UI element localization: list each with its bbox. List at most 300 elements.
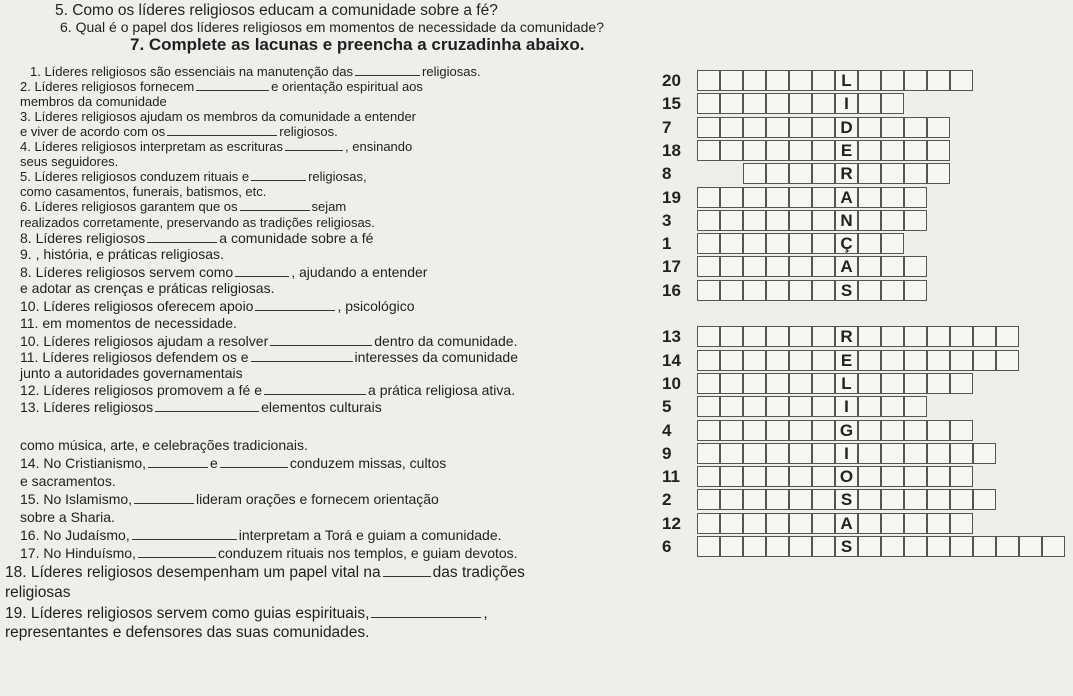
crossword-cell[interactable] bbox=[720, 489, 743, 510]
line-text: 11. em momentos de necessidade. bbox=[20, 315, 237, 331]
crossword-cell[interactable] bbox=[973, 326, 996, 347]
crossword-cell[interactable] bbox=[720, 117, 743, 138]
crossword-key-cell[interactable]: L bbox=[835, 373, 858, 394]
crossword-key-cell[interactable]: E bbox=[835, 140, 858, 161]
crossword-cell[interactable] bbox=[789, 536, 812, 557]
crossword-cell[interactable] bbox=[789, 373, 812, 394]
line-text: e bbox=[210, 455, 218, 471]
crossword-cell[interactable] bbox=[904, 280, 927, 301]
line-text: realizados corretamente, preservando as tradições religiosas. bbox=[20, 215, 375, 230]
fill-in-line bbox=[20, 230, 373, 246]
line-text: 15. No Islamismo, bbox=[20, 491, 133, 507]
crossword-cell[interactable] bbox=[881, 396, 904, 417]
crossword-cell[interactable] bbox=[720, 280, 743, 301]
crossword-key-cell[interactable]: S bbox=[835, 536, 858, 557]
crossword-cell[interactable] bbox=[950, 443, 973, 464]
clue-number: 11 bbox=[662, 467, 680, 487]
question-6: 6. Qual é o papel dos líderes religiosos em momentos de necessidade da comunidade? bbox=[60, 19, 604, 35]
crossword-cell[interactable] bbox=[743, 513, 766, 534]
crossword-cell[interactable] bbox=[720, 326, 743, 347]
crossword-cell[interactable] bbox=[881, 210, 904, 231]
clue-number: 1 bbox=[662, 234, 672, 254]
crossword-cell[interactable] bbox=[743, 536, 766, 557]
crossword-cell[interactable] bbox=[858, 117, 881, 138]
line-text: sejam bbox=[311, 199, 347, 214]
answer-blank[interactable] bbox=[285, 150, 343, 151]
crossword-cell[interactable] bbox=[766, 443, 789, 464]
crossword-cell[interactable] bbox=[858, 326, 881, 347]
crossword-key-cell[interactable]: R bbox=[835, 326, 858, 347]
answer-blank[interactable] bbox=[167, 135, 277, 136]
crossword-cell[interactable] bbox=[858, 466, 881, 487]
line-text: interesses da comunidade bbox=[354, 349, 518, 365]
crossword-key-cell[interactable]: I bbox=[835, 396, 858, 417]
answer-blank[interactable] bbox=[138, 557, 216, 558]
crossword-cell[interactable] bbox=[812, 489, 835, 510]
crossword-cell[interactable] bbox=[904, 70, 927, 91]
answer-blank[interactable] bbox=[155, 411, 259, 412]
crossword-cell[interactable] bbox=[720, 536, 743, 557]
crossword-cell[interactable] bbox=[812, 513, 835, 534]
crossword-cell[interactable] bbox=[766, 326, 789, 347]
crossword-cell[interactable] bbox=[720, 466, 743, 487]
crossword-cell[interactable] bbox=[812, 187, 835, 208]
answer-blank[interactable] bbox=[383, 576, 431, 577]
crossword-cell[interactable] bbox=[904, 396, 927, 417]
line-text: 4. Líderes religiosos interpretam as escrituras bbox=[20, 139, 284, 154]
crossword-cell[interactable] bbox=[881, 187, 904, 208]
crossword-cell[interactable] bbox=[789, 350, 812, 371]
answer-blank[interactable] bbox=[251, 180, 306, 181]
crossword-key-cell[interactable]: Ç bbox=[835, 233, 858, 254]
line-text: a comunidade sobre a fé bbox=[219, 230, 374, 246]
crossword-cell[interactable] bbox=[881, 117, 904, 138]
crossword-cell[interactable] bbox=[858, 140, 881, 161]
crossword-cell[interactable] bbox=[766, 420, 789, 441]
crossword-cell[interactable] bbox=[720, 187, 743, 208]
clue-number: 4 bbox=[662, 420, 672, 440]
crossword-cell[interactable] bbox=[812, 536, 835, 557]
answer-blank[interactable] bbox=[235, 276, 289, 277]
crossword-cell[interactable] bbox=[950, 513, 973, 534]
clue-number: 10 bbox=[662, 373, 681, 393]
crossword-cell[interactable] bbox=[720, 420, 743, 441]
crossword-cell[interactable] bbox=[720, 256, 743, 277]
crossword-cell[interactable] bbox=[950, 70, 973, 91]
crossword-cell[interactable] bbox=[904, 163, 927, 184]
crossword-cell[interactable] bbox=[720, 396, 743, 417]
crossword-cell[interactable] bbox=[766, 70, 789, 91]
answer-blank[interactable] bbox=[270, 345, 372, 346]
crossword-cell[interactable] bbox=[697, 233, 720, 254]
crossword-cell[interactable] bbox=[743, 443, 766, 464]
crossword-cell[interactable] bbox=[812, 466, 835, 487]
crossword-cell[interactable] bbox=[858, 70, 881, 91]
crossword-cell[interactable] bbox=[766, 373, 789, 394]
crossword-cell[interactable] bbox=[743, 210, 766, 231]
crossword-cell[interactable] bbox=[927, 513, 950, 534]
crossword-cell[interactable] bbox=[950, 350, 973, 371]
crossword-cell[interactable] bbox=[881, 420, 904, 441]
line-text: 19. Líderes religiosos servem como guias espirituais, bbox=[5, 605, 370, 622]
line-text: e orientação espiritual aos bbox=[271, 79, 423, 94]
answer-blank[interactable] bbox=[251, 361, 353, 362]
answer-blank[interactable] bbox=[371, 617, 481, 618]
crossword-cell[interactable] bbox=[789, 163, 812, 184]
crossword-cell[interactable] bbox=[858, 443, 881, 464]
crossword-cell[interactable] bbox=[996, 350, 1019, 371]
crossword-cell[interactable] bbox=[973, 489, 996, 510]
crossword-cell[interactable] bbox=[789, 93, 812, 114]
crossword-cell[interactable] bbox=[927, 70, 950, 91]
crossword-cell[interactable] bbox=[697, 396, 720, 417]
crossword-cell[interactable] bbox=[812, 70, 835, 91]
crossword-cell[interactable] bbox=[950, 420, 973, 441]
line-text: 3. Líderes religiosos ajudam os membros da comunidade a entender bbox=[20, 109, 417, 124]
crossword-cell[interactable] bbox=[858, 187, 881, 208]
line-text: 14. No Cristianismo, bbox=[20, 455, 147, 471]
crossword-cell[interactable] bbox=[973, 443, 996, 464]
crossword-cell[interactable] bbox=[858, 256, 881, 277]
crossword-cell[interactable] bbox=[697, 117, 720, 138]
crossword-cell[interactable] bbox=[789, 117, 812, 138]
answer-blank[interactable] bbox=[134, 503, 194, 504]
crossword-cell[interactable] bbox=[697, 93, 720, 114]
crossword-cell[interactable] bbox=[904, 140, 927, 161]
crossword-cell[interactable] bbox=[812, 233, 835, 254]
crossword-cell[interactable] bbox=[904, 443, 927, 464]
crossword-key-cell[interactable]: G bbox=[835, 420, 858, 441]
crossword-cell[interactable] bbox=[720, 210, 743, 231]
crossword-cell[interactable] bbox=[720, 233, 743, 254]
crossword-cell[interactable] bbox=[743, 70, 766, 91]
crossword-cell[interactable] bbox=[697, 443, 720, 464]
crossword-cell[interactable] bbox=[881, 70, 904, 91]
line-text: a prática religiosa ativa. bbox=[368, 382, 516, 398]
answer-blank[interactable] bbox=[255, 310, 335, 311]
line-text: religiosos. bbox=[279, 124, 338, 139]
crossword-cell[interactable] bbox=[697, 326, 720, 347]
crossword-cell[interactable] bbox=[812, 326, 835, 347]
crossword-key-cell[interactable]: N bbox=[835, 210, 858, 231]
crossword-cell[interactable] bbox=[766, 210, 789, 231]
crossword-key-cell[interactable]: D bbox=[835, 117, 858, 138]
crossword-cell[interactable] bbox=[858, 210, 881, 231]
crossword-cell[interactable] bbox=[812, 443, 835, 464]
crossword-cell[interactable] bbox=[789, 443, 812, 464]
crossword-key-cell[interactable]: I bbox=[835, 443, 858, 464]
crossword-cell[interactable] bbox=[743, 326, 766, 347]
line-text: religiosas, bbox=[308, 169, 367, 184]
fill-in-line bbox=[20, 280, 274, 296]
line-text: e viver de acordo com os bbox=[20, 124, 166, 139]
crossword-cell[interactable] bbox=[996, 326, 1019, 347]
crossword-cell[interactable] bbox=[927, 536, 950, 557]
fill-in-line bbox=[20, 473, 116, 489]
answer-blank[interactable] bbox=[196, 90, 269, 91]
crossword-cell[interactable] bbox=[766, 163, 789, 184]
crossword-cell[interactable] bbox=[720, 350, 743, 371]
crossword-cell[interactable] bbox=[858, 489, 881, 510]
crossword-cell[interactable] bbox=[881, 466, 904, 487]
crossword-cell[interactable] bbox=[881, 489, 904, 510]
line-text: 13. Líderes religiosos bbox=[20, 399, 154, 415]
crossword-cell[interactable] bbox=[1019, 536, 1042, 557]
crossword-cell[interactable] bbox=[881, 326, 904, 347]
crossword-cell[interactable] bbox=[950, 466, 973, 487]
crossword-grid bbox=[662, 70, 1073, 596]
crossword-cell[interactable] bbox=[743, 140, 766, 161]
crossword-cell[interactable] bbox=[766, 280, 789, 301]
crossword-cell[interactable] bbox=[697, 350, 720, 371]
crossword-cell[interactable] bbox=[927, 326, 950, 347]
crossword-cell[interactable] bbox=[789, 233, 812, 254]
crossword-cell[interactable] bbox=[881, 256, 904, 277]
crossword-cell[interactable] bbox=[927, 443, 950, 464]
crossword-cell[interactable] bbox=[927, 163, 950, 184]
line-text: conduzem missas, cultos bbox=[289, 455, 447, 471]
crossword-cell[interactable] bbox=[766, 233, 789, 254]
crossword-cell[interactable] bbox=[743, 256, 766, 277]
crossword-cell[interactable] bbox=[743, 163, 766, 184]
crossword-cell[interactable] bbox=[720, 70, 743, 91]
crossword-cell[interactable] bbox=[697, 187, 720, 208]
crossword-cell[interactable] bbox=[720, 140, 743, 161]
answer-blank[interactable] bbox=[147, 242, 217, 243]
crossword-cell[interactable] bbox=[743, 396, 766, 417]
crossword-cell[interactable] bbox=[973, 350, 996, 371]
crossword-cell[interactable] bbox=[858, 280, 881, 301]
crossword-cell[interactable] bbox=[789, 70, 812, 91]
crossword-cell[interactable] bbox=[904, 210, 927, 231]
crossword-cell[interactable] bbox=[950, 326, 973, 347]
crossword-cell[interactable] bbox=[927, 140, 950, 161]
crossword-cell[interactable] bbox=[950, 373, 973, 394]
crossword-key-cell[interactable]: R bbox=[835, 163, 858, 184]
crossword-cell[interactable] bbox=[812, 373, 835, 394]
crossword-cell[interactable] bbox=[858, 420, 881, 441]
crossword-cell[interactable] bbox=[766, 93, 789, 114]
crossword-cell[interactable] bbox=[697, 280, 720, 301]
crossword-cell[interactable] bbox=[720, 443, 743, 464]
crossword-cell[interactable] bbox=[743, 350, 766, 371]
crossword-cell[interactable] bbox=[743, 280, 766, 301]
crossword-cell[interactable] bbox=[812, 140, 835, 161]
crossword-cell[interactable] bbox=[720, 93, 743, 114]
crossword-key-cell[interactable]: S bbox=[835, 489, 858, 510]
crossword-cell[interactable] bbox=[881, 536, 904, 557]
crossword-cell[interactable] bbox=[766, 536, 789, 557]
crossword-cell[interactable] bbox=[927, 489, 950, 510]
crossword-cell[interactable] bbox=[812, 280, 835, 301]
crossword-cell[interactable] bbox=[743, 233, 766, 254]
crossword-cell[interactable] bbox=[904, 256, 927, 277]
crossword-cell[interactable] bbox=[904, 117, 927, 138]
crossword-cell[interactable] bbox=[1042, 536, 1065, 557]
crossword-cell[interactable] bbox=[789, 326, 812, 347]
crossword-cell[interactable] bbox=[766, 396, 789, 417]
line-text: elementos culturais bbox=[261, 399, 382, 415]
crossword-cell[interactable] bbox=[789, 396, 812, 417]
crossword-key-cell[interactable]: S bbox=[835, 280, 858, 301]
crossword-cell[interactable] bbox=[927, 350, 950, 371]
crossword-cell[interactable] bbox=[904, 187, 927, 208]
crossword-cell[interactable] bbox=[858, 373, 881, 394]
crossword-cell[interactable] bbox=[697, 70, 720, 91]
crossword-cell[interactable] bbox=[812, 256, 835, 277]
crossword-cell[interactable] bbox=[950, 489, 973, 510]
crossword-cell[interactable] bbox=[789, 420, 812, 441]
crossword-cell[interactable] bbox=[858, 396, 881, 417]
crossword-cell[interactable] bbox=[927, 420, 950, 441]
clue-number: 12 bbox=[662, 513, 681, 533]
crossword-cell[interactable] bbox=[789, 187, 812, 208]
answer-blank[interactable] bbox=[355, 75, 420, 76]
crossword-cell[interactable] bbox=[697, 140, 720, 161]
crossword-cell[interactable] bbox=[743, 187, 766, 208]
crossword-cell[interactable] bbox=[697, 466, 720, 487]
fill-in-line bbox=[20, 184, 266, 200]
fill-in-line bbox=[5, 625, 369, 641]
crossword-cell[interactable] bbox=[904, 466, 927, 487]
clue-number: 5 bbox=[662, 397, 672, 417]
crossword-cell[interactable] bbox=[904, 536, 927, 557]
crossword-key-cell[interactable]: O bbox=[835, 466, 858, 487]
line-text: sobre a Sharia. bbox=[20, 509, 115, 525]
crossword-key-cell[interactable]: L bbox=[835, 70, 858, 91]
crossword-cell[interactable] bbox=[697, 513, 720, 534]
clue-number: 9 bbox=[662, 443, 672, 463]
crossword-cell[interactable] bbox=[720, 513, 743, 534]
crossword-cell[interactable] bbox=[812, 117, 835, 138]
crossword-cell[interactable] bbox=[766, 117, 789, 138]
crossword-key-cell[interactable]: A bbox=[835, 187, 858, 208]
line-text: 8. Líderes religiosos servem como bbox=[20, 264, 234, 280]
crossword-cell[interactable] bbox=[881, 233, 904, 254]
crossword-cell[interactable] bbox=[904, 420, 927, 441]
question-5: 5. Como os líderes religiosos educam a comunidade sobre a fé? bbox=[55, 2, 498, 19]
crossword-cell[interactable] bbox=[697, 420, 720, 441]
answer-blank[interactable] bbox=[240, 210, 310, 211]
crossword-cell[interactable] bbox=[996, 536, 1019, 557]
crossword-cell[interactable] bbox=[697, 489, 720, 510]
line-text: como música, arte, e celebrações tradicionais. bbox=[20, 437, 308, 453]
crossword-cell[interactable] bbox=[858, 350, 881, 371]
crossword-cell[interactable] bbox=[743, 489, 766, 510]
answer-blank[interactable] bbox=[148, 467, 208, 468]
crossword-cell[interactable] bbox=[858, 536, 881, 557]
crossword-cell[interactable] bbox=[904, 489, 927, 510]
crossword-cell[interactable] bbox=[904, 373, 927, 394]
crossword-cell[interactable] bbox=[766, 350, 789, 371]
crossword-cell[interactable] bbox=[789, 280, 812, 301]
crossword-cell[interactable] bbox=[743, 373, 766, 394]
crossword-cell[interactable] bbox=[766, 256, 789, 277]
crossword-cell[interactable] bbox=[858, 93, 881, 114]
answer-blank[interactable] bbox=[264, 394, 366, 395]
crossword-cell[interactable] bbox=[973, 536, 996, 557]
fill-in-line bbox=[20, 109, 416, 125]
line-text: , ajudando a entender bbox=[291, 264, 428, 280]
crossword-cell[interactable] bbox=[743, 93, 766, 114]
crossword-cell[interactable] bbox=[766, 466, 789, 487]
crossword-cell[interactable] bbox=[789, 466, 812, 487]
crossword-cell[interactable] bbox=[881, 443, 904, 464]
crossword-key-cell[interactable]: I bbox=[835, 93, 858, 114]
crossword-cell[interactable] bbox=[881, 373, 904, 394]
crossword-cell[interactable] bbox=[766, 489, 789, 510]
crossword-cell[interactable] bbox=[789, 489, 812, 510]
crossword-cell[interactable] bbox=[904, 513, 927, 534]
fill-in-line bbox=[20, 298, 415, 314]
crossword-cell[interactable] bbox=[812, 163, 835, 184]
crossword-cell[interactable] bbox=[927, 117, 950, 138]
crossword-cell[interactable] bbox=[881, 280, 904, 301]
crossword-cell[interactable] bbox=[789, 256, 812, 277]
crossword-cell[interactable] bbox=[697, 373, 720, 394]
crossword-cell[interactable] bbox=[881, 140, 904, 161]
crossword-cell[interactable] bbox=[881, 513, 904, 534]
crossword-cell[interactable] bbox=[789, 210, 812, 231]
line-text: das tradições bbox=[432, 564, 525, 581]
crossword-cell[interactable] bbox=[858, 163, 881, 184]
line-text: , psicológico bbox=[337, 298, 415, 314]
clue-number: 2 bbox=[662, 490, 672, 510]
fill-in-line bbox=[20, 154, 118, 170]
crossword-cell[interactable] bbox=[766, 187, 789, 208]
answer-blank[interactable] bbox=[132, 539, 237, 540]
crossword-cell[interactable] bbox=[743, 466, 766, 487]
crossword-cell[interactable] bbox=[720, 373, 743, 394]
crossword-key-cell[interactable]: A bbox=[835, 256, 858, 277]
crossword-cell[interactable] bbox=[812, 93, 835, 114]
crossword-key-cell[interactable]: E bbox=[835, 350, 858, 371]
crossword-cell[interactable] bbox=[904, 326, 927, 347]
fill-in-line bbox=[20, 264, 427, 280]
line-text: 10. Líderes religiosos ajudam a resolver bbox=[20, 333, 269, 349]
crossword-cell[interactable] bbox=[881, 163, 904, 184]
crossword-cell[interactable] bbox=[881, 350, 904, 371]
crossword-cell[interactable] bbox=[812, 210, 835, 231]
crossword-cell[interactable] bbox=[927, 373, 950, 394]
crossword-cell[interactable] bbox=[881, 93, 904, 114]
crossword-cell[interactable] bbox=[766, 513, 789, 534]
crossword-cell[interactable] bbox=[927, 466, 950, 487]
crossword-cell[interactable] bbox=[812, 350, 835, 371]
crossword-cell[interactable] bbox=[743, 117, 766, 138]
crossword-cell[interactable] bbox=[743, 420, 766, 441]
crossword-key-cell[interactable]: A bbox=[835, 513, 858, 534]
crossword-cell[interactable] bbox=[904, 350, 927, 371]
crossword-cell[interactable] bbox=[950, 536, 973, 557]
fill-in-line bbox=[20, 315, 237, 331]
crossword-cell[interactable] bbox=[697, 256, 720, 277]
answer-blank[interactable] bbox=[220, 467, 288, 468]
crossword-cell[interactable] bbox=[789, 513, 812, 534]
crossword-cell[interactable] bbox=[858, 513, 881, 534]
crossword-cell[interactable] bbox=[766, 140, 789, 161]
crossword-cell[interactable] bbox=[697, 536, 720, 557]
line-text: como casamentos, funerais, batismos, etc. bbox=[20, 184, 267, 199]
crossword-cell[interactable] bbox=[789, 140, 812, 161]
crossword-cell[interactable] bbox=[812, 420, 835, 441]
line-text: dentro da comunidade. bbox=[374, 333, 518, 349]
clue-number: 17 bbox=[662, 257, 681, 277]
crossword-cell[interactable] bbox=[812, 396, 835, 417]
crossword-cell[interactable] bbox=[858, 233, 881, 254]
crossword-cell[interactable] bbox=[697, 210, 720, 231]
line-text: 9. , história, e práticas religiosas. bbox=[20, 246, 224, 262]
